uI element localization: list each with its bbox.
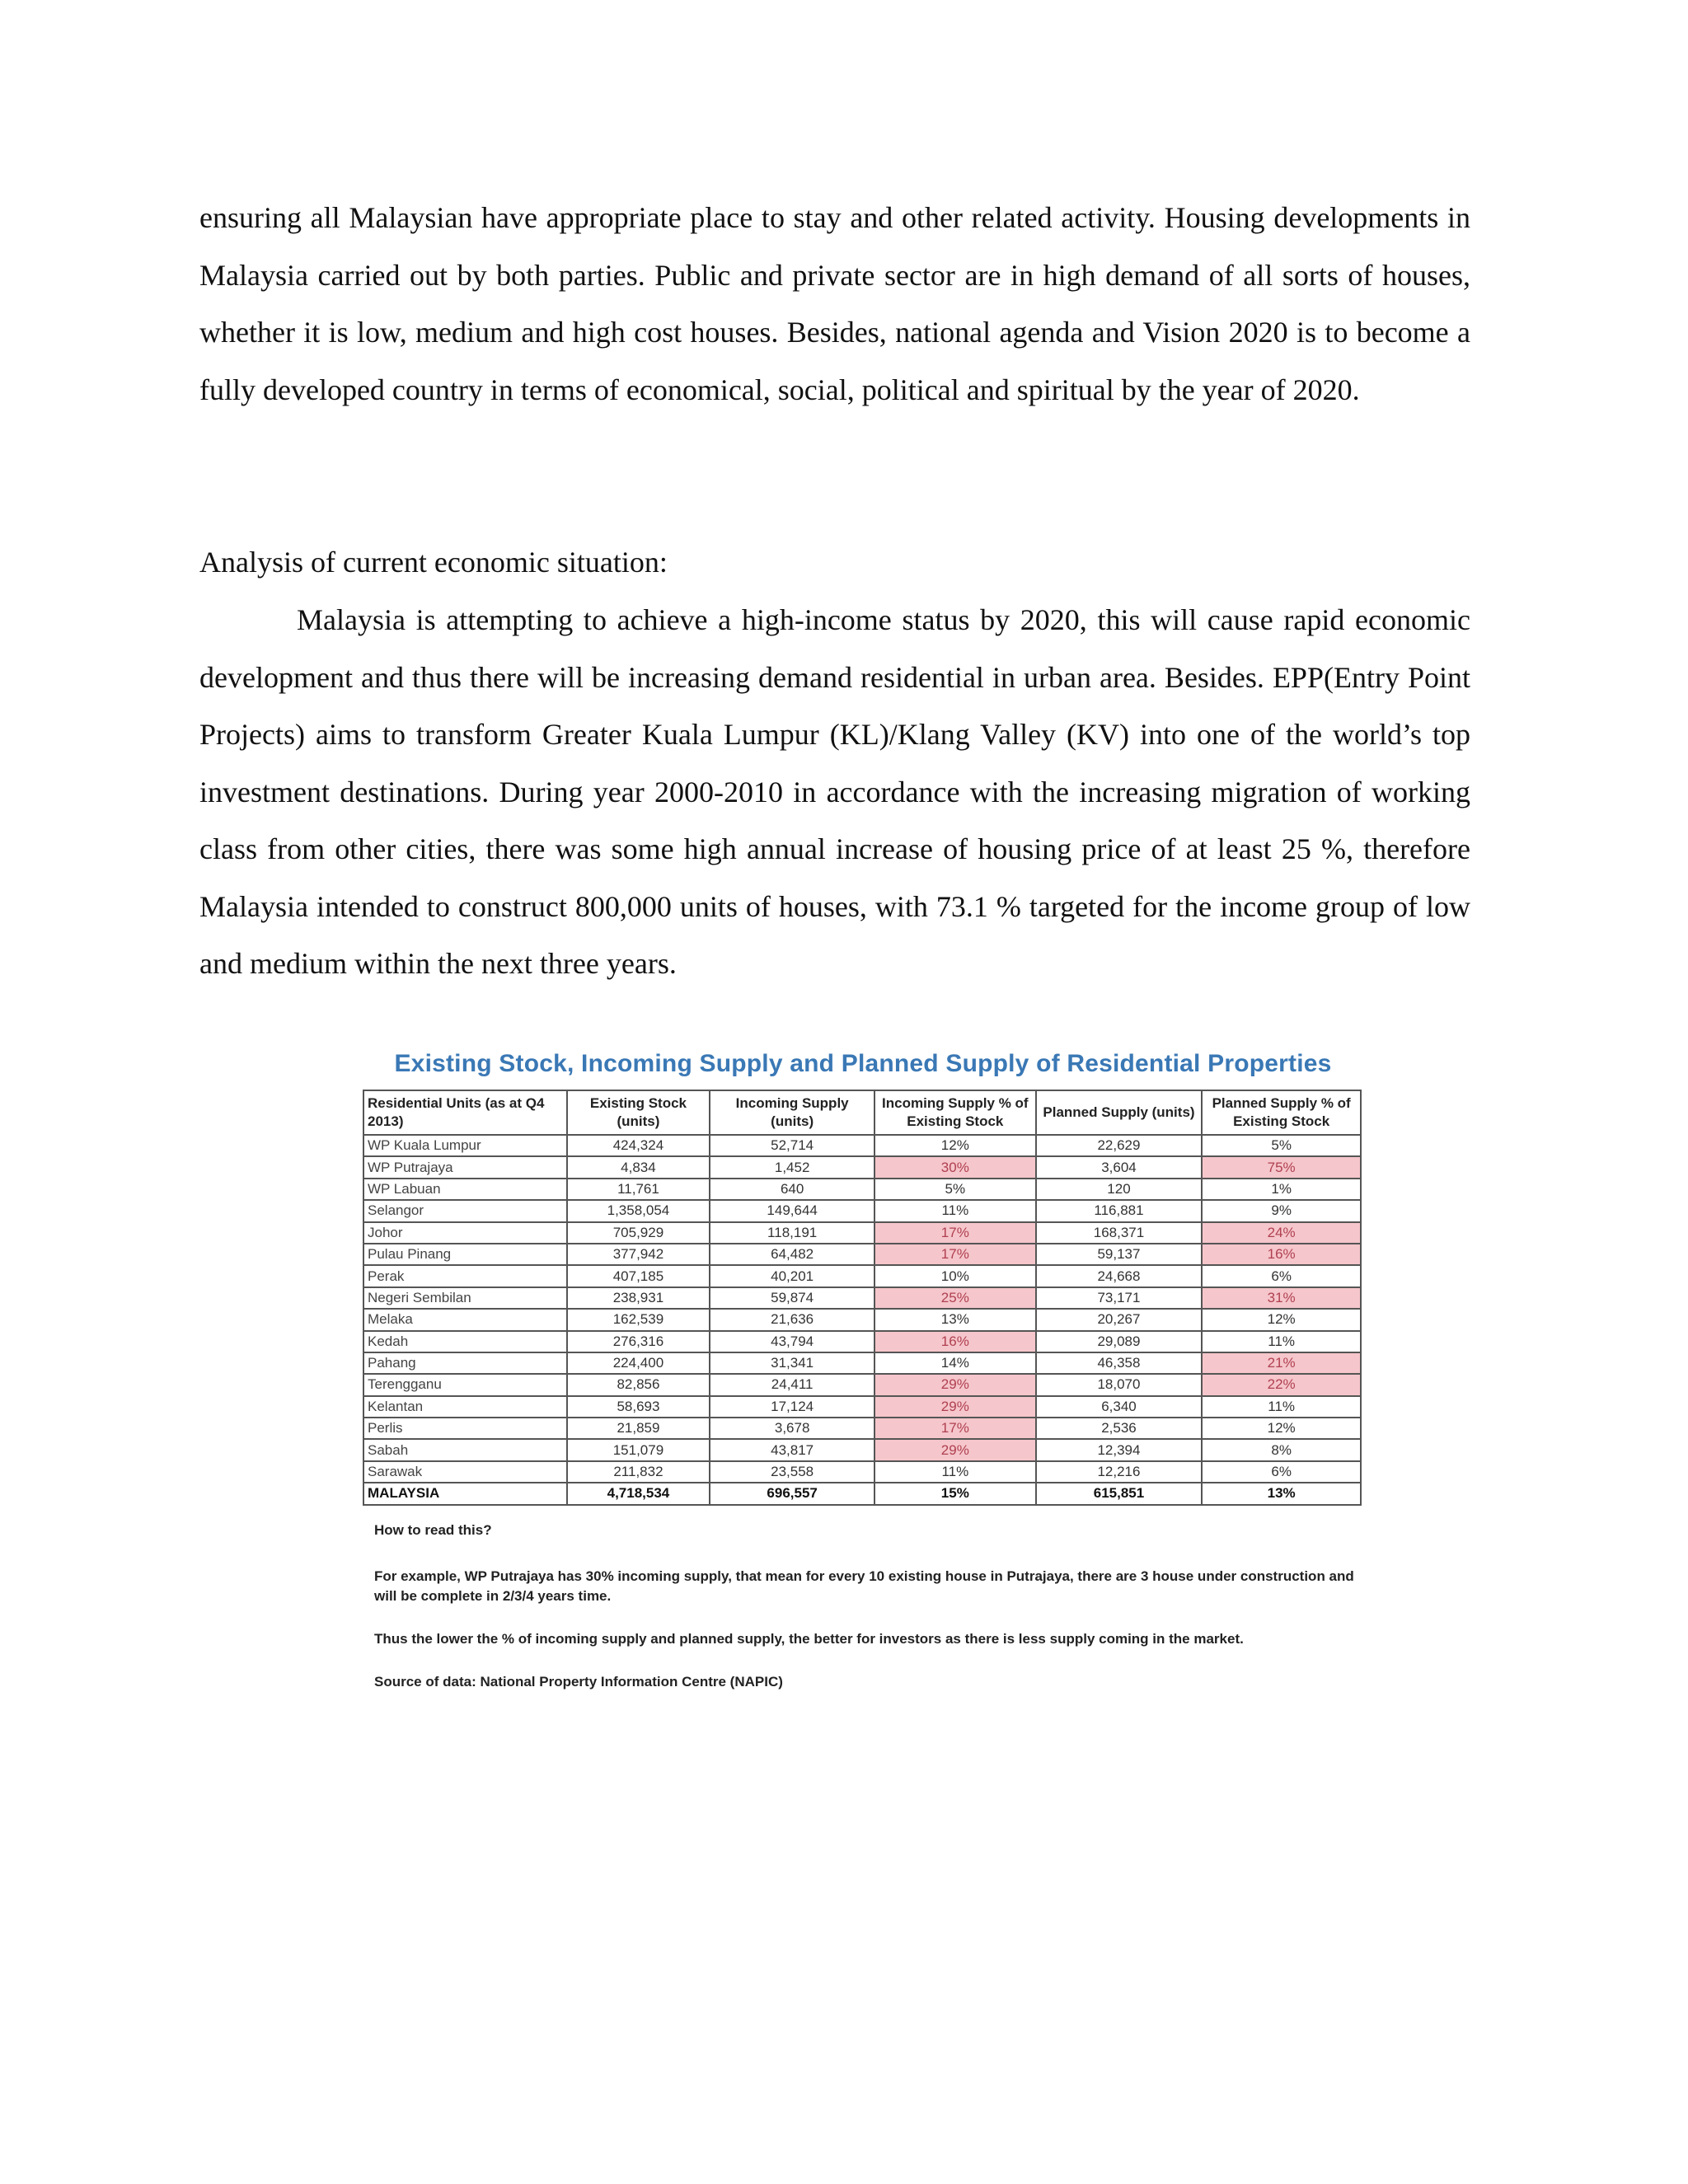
value-cell: 4,718,534 (567, 1483, 710, 1504)
value-cell: 2,536 (1036, 1418, 1203, 1439)
value-cell: 73,171 (1036, 1287, 1203, 1309)
column-header: Planned Supply % of Existing Stock (1202, 1090, 1361, 1135)
value-cell: 29% (874, 1439, 1036, 1460)
region-cell: Negeri Sembilan (363, 1287, 567, 1309)
value-cell: 9% (1202, 1200, 1361, 1221)
value-cell: 40,201 (710, 1265, 874, 1286)
value-cell: 43,794 (710, 1331, 874, 1352)
value-cell: 149,644 (710, 1200, 874, 1221)
value-cell: 6% (1202, 1461, 1361, 1483)
value-cell: 17% (874, 1222, 1036, 1244)
value-cell: 238,931 (567, 1287, 710, 1309)
value-cell: 276,316 (567, 1331, 710, 1352)
value-cell: 1,452 (710, 1156, 874, 1178)
residential-supply-table (363, 1090, 1362, 1506)
value-cell: 6% (1202, 1265, 1361, 1286)
value-cell: 11% (1202, 1331, 1361, 1352)
region-cell: Selangor (363, 1200, 567, 1221)
value-cell: 82,856 (567, 1374, 710, 1395)
region-cell: Terengganu (363, 1374, 567, 1395)
value-cell: 58,693 (567, 1396, 710, 1418)
value-cell: 43,817 (710, 1439, 874, 1460)
value-cell: 118,191 (710, 1222, 874, 1244)
value-cell: 29% (874, 1374, 1036, 1395)
region-cell: Pulau Pinang (363, 1244, 567, 1265)
value-cell: 11% (1202, 1396, 1361, 1418)
value-cell: 24,411 (710, 1374, 874, 1395)
region-cell: Sabah (363, 1439, 567, 1460)
value-cell: 5% (874, 1179, 1036, 1200)
analysis-paragraph: Malaysia is attempting to achieve a high-income status by 2020, this will cause rapid economic development and thus there will be increasing demand residential in urban area. Besides. EPP(Entry Point Projects) aims to transform Greater Kuala Lumpur (KL)/Klang Valley (KV) into one of the world’s top investment destinations. During year 2000-2010 in accordance with the increasing migration of working class from other cities, there was some high annual increase of housing price of at least 25 %, therefore Malaysia intended to construct 800,000 units of houses, with 73.1 % targeted for the income group of low and medium within the next three years. (199, 603, 1470, 980)
value-cell: 11% (874, 1200, 1036, 1221)
value-cell: 116,881 (1036, 1200, 1203, 1221)
region-cell: MALAYSIA (363, 1483, 567, 1504)
notes-example: For example, WP Putrajaya has 30% incoming supply, that mean for every 10 existing house in Putrajaya, there are 3 house under construction and will be complete in 2/3/4 years time. (374, 1568, 1354, 1604)
table-row (363, 1374, 1361, 1395)
value-cell: 705,929 (567, 1222, 710, 1244)
value-cell: 12,216 (1036, 1461, 1203, 1483)
value-cell: 29,089 (1036, 1331, 1203, 1352)
value-cell: 29% (874, 1396, 1036, 1418)
region-cell: WP Putrajaya (363, 1156, 567, 1178)
table-row (363, 1179, 1361, 1200)
region-cell: Kedah (363, 1331, 567, 1352)
value-cell: 168,371 (1036, 1222, 1203, 1244)
value-cell: 59,874 (710, 1287, 874, 1309)
region-cell: Sarawak (363, 1461, 567, 1483)
value-cell: 10% (874, 1265, 1036, 1286)
column-header: Planned Supply (units) (1036, 1090, 1203, 1135)
value-cell: 31% (1202, 1287, 1361, 1309)
value-cell: 407,185 (567, 1265, 710, 1286)
region-cell: Perak (363, 1265, 567, 1286)
value-cell: 6,340 (1036, 1396, 1203, 1418)
value-cell: 14% (874, 1352, 1036, 1374)
value-cell: 12% (1202, 1309, 1361, 1330)
notes-heading: How to read this? (374, 1521, 492, 1538)
table-row (363, 1439, 1361, 1460)
value-cell: 22% (1202, 1374, 1361, 1395)
table-body (363, 1135, 1361, 1505)
value-cell: 18,070 (1036, 1374, 1203, 1395)
column-header: Residential Units (as at Q4 2013) (363, 1090, 567, 1135)
value-cell: 151,079 (567, 1439, 710, 1460)
value-cell: 75% (1202, 1156, 1361, 1178)
table-row (363, 1418, 1361, 1439)
value-cell: 1% (1202, 1179, 1361, 1200)
table-row (363, 1156, 1361, 1178)
residential-supply-figure (359, 1047, 1367, 1692)
value-cell: 52,714 (710, 1135, 874, 1156)
value-cell: 640 (710, 1179, 874, 1200)
value-cell: 615,851 (1036, 1483, 1203, 1504)
value-cell: 21,859 (567, 1418, 710, 1439)
value-cell: 21,636 (710, 1309, 874, 1330)
value-cell: 3,678 (710, 1418, 874, 1439)
table-total-row (363, 1483, 1361, 1504)
value-cell: 696,557 (710, 1483, 874, 1504)
table-row (363, 1222, 1361, 1244)
value-cell: 162,539 (567, 1309, 710, 1330)
table-row (363, 1396, 1361, 1418)
column-header: Existing Stock (units) (567, 1090, 710, 1135)
table-row (363, 1352, 1361, 1374)
value-cell: 23,558 (710, 1461, 874, 1483)
table-row (363, 1309, 1361, 1330)
column-header: Incoming Supply (units) (710, 1090, 874, 1135)
region-cell: WP Kuala Lumpur (363, 1135, 567, 1156)
value-cell: 224,400 (567, 1352, 710, 1374)
region-cell: Melaka (363, 1309, 567, 1330)
value-cell: 64,482 (710, 1244, 874, 1265)
region-cell: Johor (363, 1222, 567, 1244)
value-cell: 31,341 (710, 1352, 874, 1374)
value-cell: 25% (874, 1287, 1036, 1309)
value-cell: 377,942 (567, 1244, 710, 1265)
value-cell: 13% (1202, 1483, 1361, 1504)
value-cell: 8% (1202, 1439, 1361, 1460)
value-cell: 211,832 (567, 1461, 710, 1483)
section-heading: Analysis of current economic situation: (199, 546, 668, 579)
region-cell: WP Labuan (363, 1179, 567, 1200)
value-cell: 11% (874, 1461, 1036, 1483)
value-cell: 22,629 (1036, 1135, 1203, 1156)
value-cell: 3,604 (1036, 1156, 1203, 1178)
column-header: Incoming Supply % of Existing Stock (874, 1090, 1036, 1135)
value-cell: 120 (1036, 1179, 1203, 1200)
region-cell: Pahang (363, 1352, 567, 1374)
value-cell: 16% (1202, 1244, 1361, 1265)
table-row (363, 1200, 1361, 1221)
notes-implication: Thus the lower the % of incoming supply and planned supply, the better for investors as there is less supply coming in the market. (374, 1630, 1244, 1647)
value-cell: 17% (874, 1244, 1036, 1265)
value-cell: 424,324 (567, 1135, 710, 1156)
notes-source: Source of data: National Property Information Centre (NAPIC) (374, 1673, 783, 1690)
table-title: Existing Stock, Incoming Supply and Planned Supply of Residential Properties (394, 1050, 1332, 1077)
intro-paragraph: ensuring all Malaysian have appropriate place to stay and other related activity. Housing developments in Malaysia carried out by both parties. Public and private sector are in high demand of all sorts of houses, whether it is low, medium and high cost houses. Besides, national agenda and Vision 2020 is to become a fully developed country in terms of economical, social, political and spiritual by the year of 2020. (199, 201, 1470, 406)
value-cell: 12% (1202, 1418, 1361, 1439)
value-cell: 17,124 (710, 1396, 874, 1418)
value-cell: 5% (1202, 1135, 1361, 1156)
table-row (363, 1265, 1361, 1286)
table-row (363, 1461, 1361, 1483)
value-cell: 13% (874, 1309, 1036, 1330)
region-cell: Perlis (363, 1418, 567, 1439)
value-cell: 12,394 (1036, 1439, 1203, 1460)
region-cell: Kelantan (363, 1396, 567, 1418)
value-cell: 21% (1202, 1352, 1361, 1374)
value-cell: 1,358,054 (567, 1200, 710, 1221)
table-row (363, 1244, 1361, 1265)
value-cell: 30% (874, 1156, 1036, 1178)
table-notes (374, 1521, 1367, 1692)
table-row (363, 1331, 1361, 1352)
table-row (363, 1287, 1361, 1309)
value-cell: 46,358 (1036, 1352, 1203, 1374)
value-cell: 11,761 (567, 1179, 710, 1200)
value-cell: 24% (1202, 1222, 1361, 1244)
value-cell: 20,267 (1036, 1309, 1203, 1330)
value-cell: 24,668 (1036, 1265, 1203, 1286)
table-header-row (363, 1090, 1361, 1135)
value-cell: 4,834 (567, 1156, 710, 1178)
value-cell: 59,137 (1036, 1244, 1203, 1265)
value-cell: 17% (874, 1418, 1036, 1439)
value-cell: 15% (874, 1483, 1036, 1504)
value-cell: 12% (874, 1135, 1036, 1156)
table-row (363, 1135, 1361, 1156)
value-cell: 16% (874, 1331, 1036, 1352)
